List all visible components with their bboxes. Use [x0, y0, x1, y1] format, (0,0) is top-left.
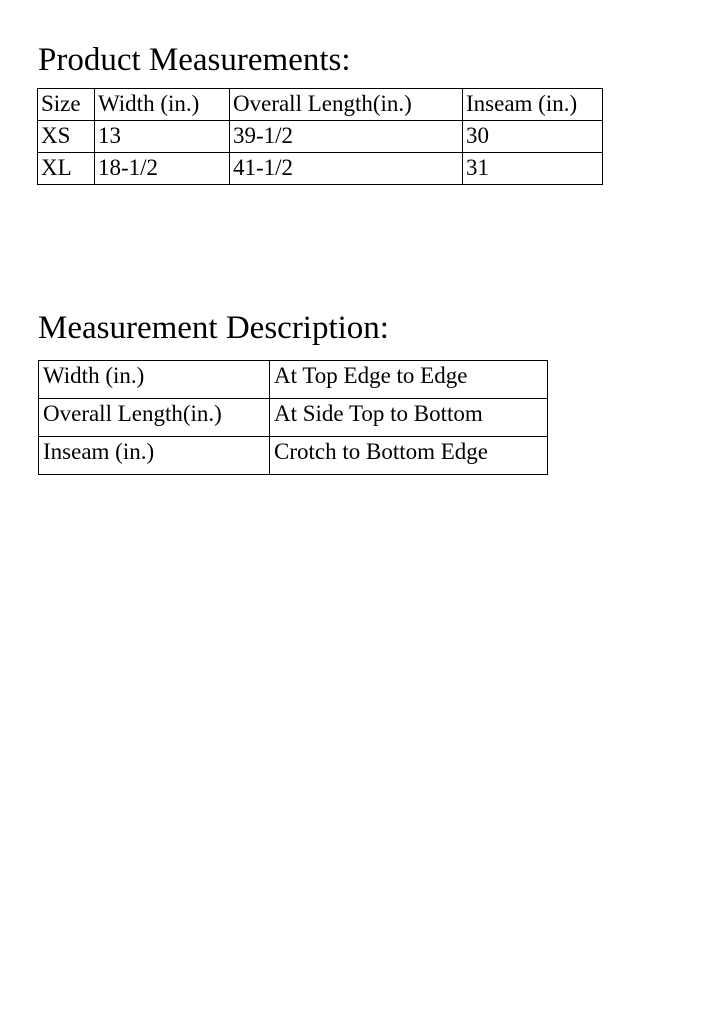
cell-measurement-description: At Top Edge to Edge: [270, 361, 548, 399]
cell-size: XS: [38, 121, 95, 153]
cell-overall-length: 41-1/2: [230, 153, 463, 185]
measurement-description-table: [38, 360, 548, 475]
cell-width: 13: [95, 121, 230, 153]
cell-inseam: 31: [463, 153, 603, 185]
table-row: [38, 121, 603, 153]
cell-measurement-description: At Side Top to Bottom: [270, 399, 548, 437]
cell-measurement-description: Crotch to Bottom Edge: [270, 437, 548, 475]
table-row: [39, 361, 548, 399]
cell-inseam: 30: [463, 121, 603, 153]
column-header-size: Size: [38, 89, 95, 121]
cell-width: 18-1/2: [95, 153, 230, 185]
table-row: [39, 437, 548, 475]
cell-size: XL: [38, 153, 95, 185]
cell-measurement-name: Inseam (in.): [39, 437, 270, 475]
product-measurements-title: Product Measurements:: [38, 42, 351, 78]
column-header-inseam: Inseam (in.): [463, 89, 603, 121]
column-header-overall-length: Overall Length(in.): [230, 89, 463, 121]
measurement-description-title: Measurement Description:: [38, 310, 389, 346]
table-header-row: [38, 89, 603, 121]
table-row: [39, 399, 548, 437]
product-measurements-table: [37, 88, 603, 185]
column-header-width: Width (in.): [95, 89, 230, 121]
table-row: [38, 153, 603, 185]
cell-measurement-name: Overall Length(in.): [39, 399, 270, 437]
cell-measurement-name: Width (in.): [39, 361, 270, 399]
cell-overall-length: 39-1/2: [230, 121, 463, 153]
